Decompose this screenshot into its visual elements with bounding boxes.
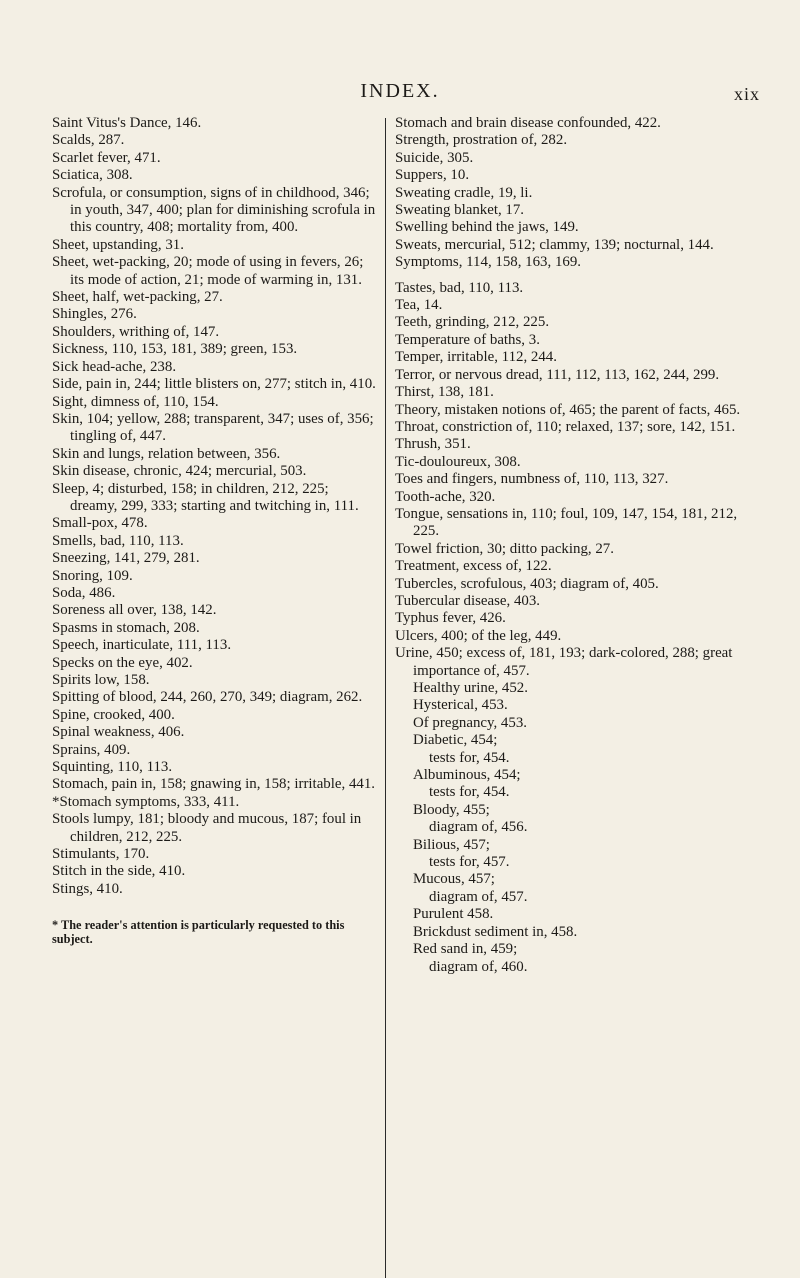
index-entry: Skin, 104; yellow, 288; transparent, 347; uses of, 356; tingling of, 447. (52, 410, 374, 445)
index-entry: Stitch in the side, 410. (52, 863, 186, 880)
index-entry: Scalds, 287. (52, 132, 125, 149)
index-entry: Theory, mistaken notions of, 465; the parent of facts, 465. (395, 401, 741, 418)
index-entry: Mucous, 457; (413, 871, 495, 888)
index-entry: Diabetic, 454; (413, 732, 498, 749)
index-entry: diagram of, 460. (429, 958, 528, 975)
index-entry: Thrush, 351. (395, 436, 471, 453)
footnote: * The reader's attention is particularly requested to this subject. (52, 918, 345, 947)
index-entry: Spitting of blood, 244, 260, 270, 349; diagram, 262. (52, 689, 363, 706)
index-entry: Hysterical, 453. (413, 697, 508, 714)
index-entry: Squinting, 110, 113. (52, 759, 173, 776)
index-entry: Stimulants, 170. (52, 846, 150, 863)
index-entry: Shingles, 276. (52, 306, 137, 323)
index-entry: Symptoms, 114, 158, 163, 169. (395, 254, 582, 271)
index-entry: Of pregnancy, 453. (413, 714, 527, 731)
index-entry: Spasms in stomach, 208. (52, 619, 200, 636)
index-entry: Sweating blanket, 17. (395, 202, 525, 219)
index-entry: Snoring, 109. (52, 567, 133, 584)
section-gap (395, 272, 745, 280)
index-entry: tests for, 454. (429, 749, 510, 766)
index-entry: Stomach, pain in, 158; gnawing in, 158; irritable, 441. (52, 776, 375, 793)
index-entry: Stomach and brain disease confounded, 422. (395, 115, 661, 131)
index-entry: Sweating cradle, 19, li. (395, 184, 533, 201)
index-entry: Specks on the eye, 402. (52, 654, 193, 671)
index-entry: Temper, irritable, 112, 244. (395, 349, 557, 366)
index-entry: Teeth, grinding, 212, 225. (395, 314, 550, 331)
index-entry: Saint Vitus's Dance, 146. (52, 115, 202, 131)
index-entry: Tic-douloureux, 308. (395, 453, 521, 470)
index-entry: Sheet, half, wet-packing, 27. (52, 289, 223, 306)
index-entry: Brickdust sediment in, 458. (413, 923, 578, 940)
index-entry: Towel friction, 30; ditto packing, 27. (395, 540, 614, 557)
index-entry: Sick head-ache, 238. (52, 358, 177, 375)
index-entry: Stings, 410. (52, 880, 123, 897)
index-entry: Bilious, 457; (413, 836, 490, 853)
index-entry: Sleep, 4; disturbed, 158; in children, 212, 225; dreamy, 299, 333; starting and twitching in, 111. (52, 480, 359, 514)
index-entry: Speech, inarticulate, 111, 113. (52, 637, 232, 654)
index-entry: Red sand in, 459; (413, 941, 518, 958)
running-title: INDEX. (360, 80, 440, 102)
index-entry: Tubercles, scrofulous, 403; diagram of, 405. (395, 575, 659, 592)
index-entry: Temperature of baths, 3. (395, 331, 540, 348)
index-entry: Spinal weakness, 406. (52, 724, 185, 741)
page-number: xix (733, 84, 760, 104)
index-entry: Treatment, excess of, 122. (395, 558, 552, 575)
index-entry: Soda, 486. (52, 584, 116, 601)
index-entry: Strength, prostration of, 282. (395, 132, 568, 149)
index-entry: Shoulders, writhing of, 147. (52, 323, 220, 340)
index-entry: Tea, 14. (395, 297, 443, 314)
index-entry: Sheet, upstanding, 31. (52, 236, 184, 253)
index-entry: Small-pox, 478. (52, 515, 148, 532)
index-entry: Healthy urine, 452. (413, 680, 528, 696)
index-entry: Throat, constriction of, 110; relaxed, 137; sore, 142, 151. (395, 418, 736, 435)
index-entry: Sickness, 110, 153, 181, 389; green, 153. (52, 341, 298, 358)
index-entry: Sheet, wet-packing, 20; mode of using in fevers, 26; its mode of action, 21; mode of warming in, 131. (52, 254, 364, 288)
index-entry: diagram of, 457. (429, 888, 528, 905)
index-entry: Scrofula, or consumption, signs of in childhood, 346; in youth, 347, 400; plan for diminishing scrofula in this country, 408; mortality from, 400. (52, 184, 376, 236)
index-entry: Tastes, bad, 110, 113. (395, 279, 524, 296)
index-entry: Albuminous, 454; (413, 767, 521, 784)
index-entry: Side, pain in, 244; little blisters on, 277; stitch in, 410. (52, 376, 376, 393)
index-column-right (395, 115, 745, 976)
index-entry: *Stomach symptoms, 333, 411. (52, 793, 240, 810)
index-entry: Swelling behind the jaws, 149. (395, 219, 579, 236)
index-column-left (52, 115, 377, 946)
index-entry: Urine, 450; excess of, 181, 193; dark-colored, 288; great importance of, 457. (395, 645, 733, 679)
index-entry: diagram of, 456. (429, 819, 528, 836)
index-entry: Ulcers, 400; of the leg, 449. (395, 627, 562, 644)
index-entry: Stools lumpy, 181; bloody and mucous, 187; foul in children, 212, 225. (52, 811, 362, 845)
index-entry: Tongue, sensations in, 110; foul, 109, 147, 154, 181, 212, 225. (395, 505, 738, 540)
index-entry: Skin and lungs, relation between, 356. (52, 445, 281, 462)
index-entry: Thirst, 138, 181. (395, 384, 494, 401)
index-entry: Sight, dimness of, 110, 154. (52, 393, 219, 410)
index-entry: Spine, crooked, 400. (52, 706, 175, 723)
index-entry: Bloody, 455; (413, 801, 490, 818)
index-entry: Sneezing, 141, 279, 281. (52, 550, 200, 567)
index-entry: Scarlet fever, 471. (52, 149, 161, 166)
index-entry: Suppers, 10. (395, 167, 470, 184)
index-entry: Sciatica, 308. (52, 167, 133, 184)
index-entry: Tooth-ache, 320. (395, 488, 496, 505)
column-divider (385, 118, 386, 1278)
index-entry: Sweats, mercurial, 512; clammy, 139; nocturnal, 144. (395, 236, 714, 253)
index-entry: Soreness all over, 138, 142. (52, 602, 217, 619)
page-header (0, 80, 800, 110)
index-entry: Suicide, 305. (395, 149, 474, 166)
index-entry: Toes and fingers, numbness of, 110, 113, 327. (395, 471, 669, 488)
index-entry: Tubercular disease, 403. (395, 592, 541, 609)
index-entry: tests for, 457. (429, 854, 510, 871)
index-entry: Sprains, 409. (52, 741, 131, 758)
index-entry: Purulent 458. (413, 906, 494, 923)
index-entry: Terror, or nervous dread, 111, 112, 113, 162, 244, 299. (395, 366, 720, 383)
index-entry: Spirits low, 158. (52, 672, 150, 688)
index-entry: Typhus fever, 426. (395, 610, 506, 627)
index-entry: Smells, bad, 110, 113. (52, 532, 184, 549)
index-entry: Skin disease, chronic, 424; mercurial, 503. (52, 463, 307, 480)
index-entry: tests for, 454. (429, 784, 510, 801)
